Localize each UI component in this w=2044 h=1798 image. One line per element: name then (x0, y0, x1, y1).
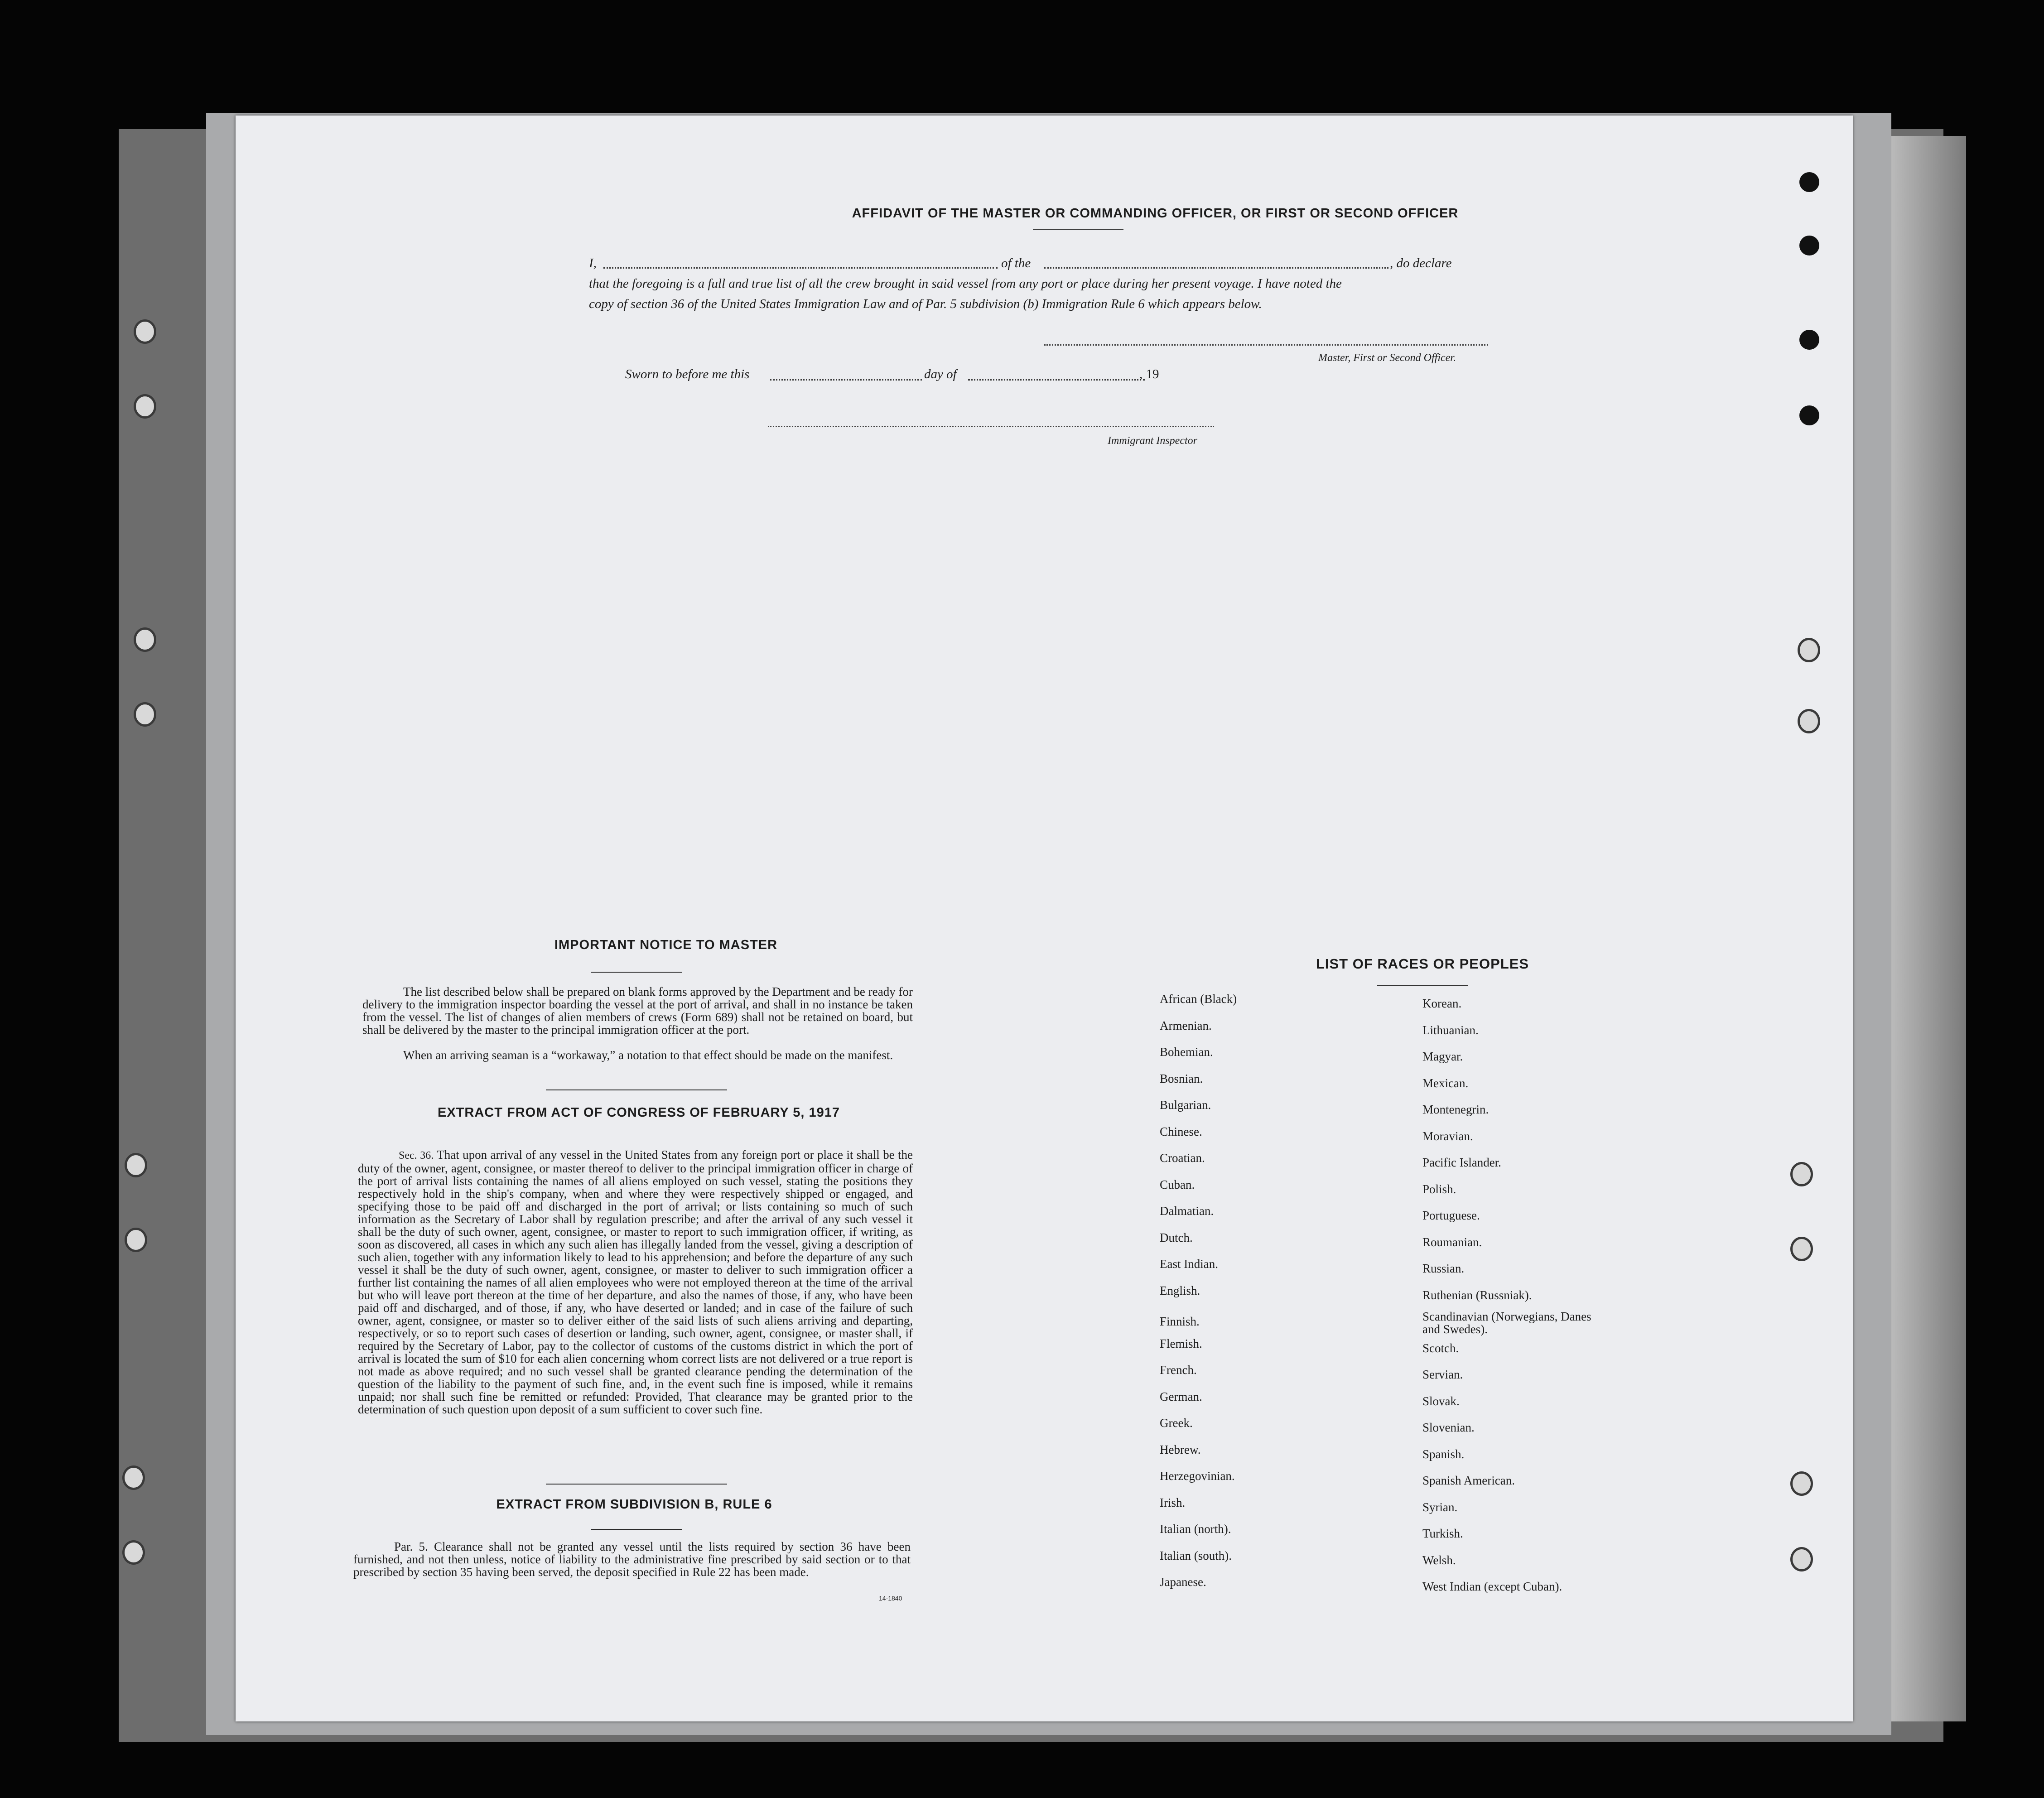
affidavit-line-3: copy of section 36 of the United States Immigration Law and of Par. 5 subdivision (b) Immigration Rule 6 which appears below. (589, 297, 1262, 311)
affidavit-title: AFFIDAVIT OF THE MASTER OR COMMANDING OFFICER, OR FIRST OR SECOND OFFICER (852, 206, 1459, 221)
binder-hole (134, 394, 156, 419)
race-item: Spanish. (1422, 1447, 1465, 1461)
race-item: Herzegovinian. (1160, 1469, 1235, 1483)
race-item: Lithuanian. (1422, 1023, 1479, 1037)
race-item: Pacific Islander. (1422, 1156, 1501, 1169)
race-item: Russian. (1422, 1262, 1465, 1275)
race-item: Italian (south). (1160, 1548, 1232, 1562)
binder-hole (1798, 709, 1820, 733)
binder-hole (1799, 405, 1819, 425)
race-item: Korean. (1422, 997, 1462, 1010)
form-number: 14-1840 (879, 1595, 902, 1602)
rule-underline (591, 1529, 682, 1530)
binder-hole (1798, 638, 1820, 662)
race-item: Armenian. (1160, 1018, 1212, 1032)
binder-hole (122, 1465, 145, 1490)
binder-hole (1799, 330, 1819, 350)
race-item: Bosnian. (1160, 1071, 1203, 1085)
binder-hole (1790, 1547, 1813, 1571)
vessel-name-field[interactable] (1044, 267, 1388, 269)
inspector-signature-line[interactable] (768, 426, 1214, 427)
manifest-page (236, 116, 1853, 1721)
race-item: Ruthenian (Russniak). (1422, 1288, 1532, 1302)
race-item: Chinese. (1160, 1124, 1202, 1138)
race-item: Polish. (1422, 1182, 1456, 1196)
race-item: Spanish American. (1422, 1474, 1515, 1487)
race-item: Roumanian. (1422, 1235, 1482, 1249)
race-item: Portuguese. (1422, 1209, 1480, 1222)
act-divider (546, 1484, 727, 1485)
race-item: East Indian. (1160, 1257, 1218, 1271)
master-signature-caption: Master, First or Second Officer. (1318, 352, 1456, 364)
race-item: Italian (north). (1160, 1522, 1231, 1536)
rule-extract-title: EXTRACT FROM SUBDIVISION B, RULE 6 (496, 1497, 772, 1512)
notice-paragraph-1: The list described below shall be prepared on blank forms approved by the Department and be ready for delivery to the immigration inspector boarding the vessel at the port of arrival, and shall in no instance be taken from the vessel. The list of changes of alien members of crews (Form 689) shall not be retained on board, but shall be delivered by the master to the principal immigration officer at the port. (362, 985, 913, 1036)
race-item: Mexican. (1422, 1076, 1469, 1090)
binder-hole (1790, 1162, 1813, 1186)
notice-divider (546, 1089, 727, 1090)
vessel-label: of the (1001, 256, 1031, 270)
race-item: Scotch. (1422, 1341, 1459, 1355)
races-title: LIST OF RACES OR PEOPLES (1316, 956, 1529, 972)
rule-extract-text: Par. 5. Clearance shall not be granted any vessel until the lists required by section 36 have been furnished, and not then unless, notice of liability to the administrative fine prescribed by said section or to that prescribed by section 35 having been served, the deposit specified in Rule 22 has been made. (353, 1540, 911, 1579)
master-signature-line[interactable] (1044, 344, 1488, 346)
race-item: Scandinavian (Norwegians, Danes and Swedes). (1422, 1310, 1591, 1336)
binder-hole (134, 627, 156, 652)
race-item: Irish. (1160, 1495, 1186, 1509)
declarant-name-field[interactable] (603, 267, 998, 269)
race-item: Slovenian. (1422, 1421, 1475, 1434)
sworn-label: Sworn to before me this (625, 367, 750, 381)
race-item: Greek. (1160, 1416, 1193, 1430)
notice-title: IMPORTANT NOTICE TO MASTER (554, 938, 778, 952)
inspector-caption: Immigrant Inspector (1108, 435, 1197, 447)
race-item: Japanese. (1160, 1575, 1206, 1589)
sworn-month-field[interactable] (968, 379, 1145, 381)
race-item: Slovak. (1422, 1394, 1460, 1408)
sworn-year-label: , 19 (1139, 367, 1159, 381)
sworn-day-field[interactable] (770, 379, 922, 381)
race-item: German. (1160, 1389, 1202, 1403)
binder-hole (1799, 172, 1819, 192)
race-item: Croatian. (1160, 1151, 1205, 1165)
race-item: Cuban. (1160, 1177, 1195, 1191)
race-item: English. (1160, 1283, 1200, 1297)
race-item: Moravian. (1422, 1129, 1473, 1143)
race-item: Magyar. (1422, 1050, 1463, 1063)
race-item: Welsh. (1422, 1553, 1456, 1567)
act-extract-text (358, 1148, 913, 1416)
title-underline (1033, 229, 1123, 230)
race-item: Hebrew. (1160, 1442, 1201, 1456)
race-item: Montenegrin. (1422, 1103, 1489, 1116)
race-item: Syrian. (1422, 1500, 1458, 1514)
notice-paragraph-2: When an arriving seaman is a “workaway,” a notation to that effect should be made on the manifest. (403, 1048, 893, 1062)
race-item: Bulgarian. (1160, 1098, 1211, 1112)
affidavit-line-2: that the foregoing is a full and true list of all the crew brought in said vessel from any port or place during her present voyage. I have noted the (589, 276, 1342, 291)
binder-hole (125, 1228, 147, 1252)
section-36-text: That upon arrival of any vessel in the United States from any foreign port or place it shall be the duty of the owner, agent, consignee, or master thereof to deliver to the principal immigration officer in charge of the port of arrival lists containing the names of all aliens employed on such vessel, stating the positions they respectively hold in the ship's company, when and where they were respectively shipped or engaged, and specifying those to be paid off and discharged in the port of arrival; or lists containing so much of such information as the Secretary of Labor shall by regulation prescribe; and after the arrival of any such vessel it shall be the duty of such owner, agent, consignee, or master to report to such immigration officer, if writing, as soon as discovered, all cases in which any such alien has illegally landed from the vessel, giving a description of such alien, together with any information likely to lead to his apprehension; and before the departure of any such vessel it shall be the duty of such owner, agent, consignee, or master to deliver to such immigration officer a further list containing the names of all alien employees who were not employed thereon at the time of the arrival but who will leave port thereon at the time of her departure, and also the names of those, if any, who have been paid off and discharged, and of those, if any, who have deserted or landed; and in case of the failure of such owner, agent, consignee, or master so to deliver either of the said lists of such aliens arriving and departing, respectively, or so to report such cases of desertion or landing, such owner, agent, consignee, or master shall, if required by the Secretary of Labor, pay to the collector of customs of the customs district in which the port of arrival is located the sum of $10 for each alien concerning whom correct lists are not delivered or a true report is not made as above required; and no such vessel shall be granted clearance pending the determination of the question of the liability to the payment of such fine, and, in the event such fine is imposed, while it remains unpaid; nor shall such fine be remitted or refunded: Provided, That clearance may be granted prior to the determination of such question upon deposit of a sum sufficient to cover such fine. (358, 1148, 913, 1416)
binder-hole (1790, 1471, 1813, 1496)
race-item: African (Black) (1160, 992, 1237, 1006)
day-of-label: day of (924, 367, 957, 381)
declarant-label: I, (589, 256, 597, 270)
notice-underline (591, 972, 682, 973)
race-item: Flemish. (1160, 1336, 1202, 1350)
race-item: Servian. (1422, 1368, 1463, 1381)
race-item: Dalmatian. (1160, 1204, 1214, 1218)
race-item: Finnish. (1160, 1315, 1200, 1328)
race-item: Dutch. (1160, 1230, 1193, 1244)
binder-hole (125, 1153, 147, 1177)
binder-hole (1790, 1237, 1813, 1261)
act-extract-title: EXTRACT FROM ACT OF CONGRESS OF FEBRUARY 5, 1917 (437, 1105, 840, 1120)
section-label: Sec. 36. (399, 1150, 434, 1162)
binder-hole (134, 702, 156, 727)
races-underline (1377, 985, 1468, 986)
race-item: West Indian (except Cuban). (1422, 1580, 1562, 1593)
declare-text: , do declare (1390, 256, 1452, 270)
binder-hole (122, 1540, 145, 1565)
race-item: Turkish. (1422, 1527, 1463, 1540)
race-item: Bohemian. (1160, 1045, 1213, 1059)
binder-hole (1799, 236, 1819, 255)
race-item: French. (1160, 1363, 1197, 1377)
binder-hole (134, 319, 156, 344)
